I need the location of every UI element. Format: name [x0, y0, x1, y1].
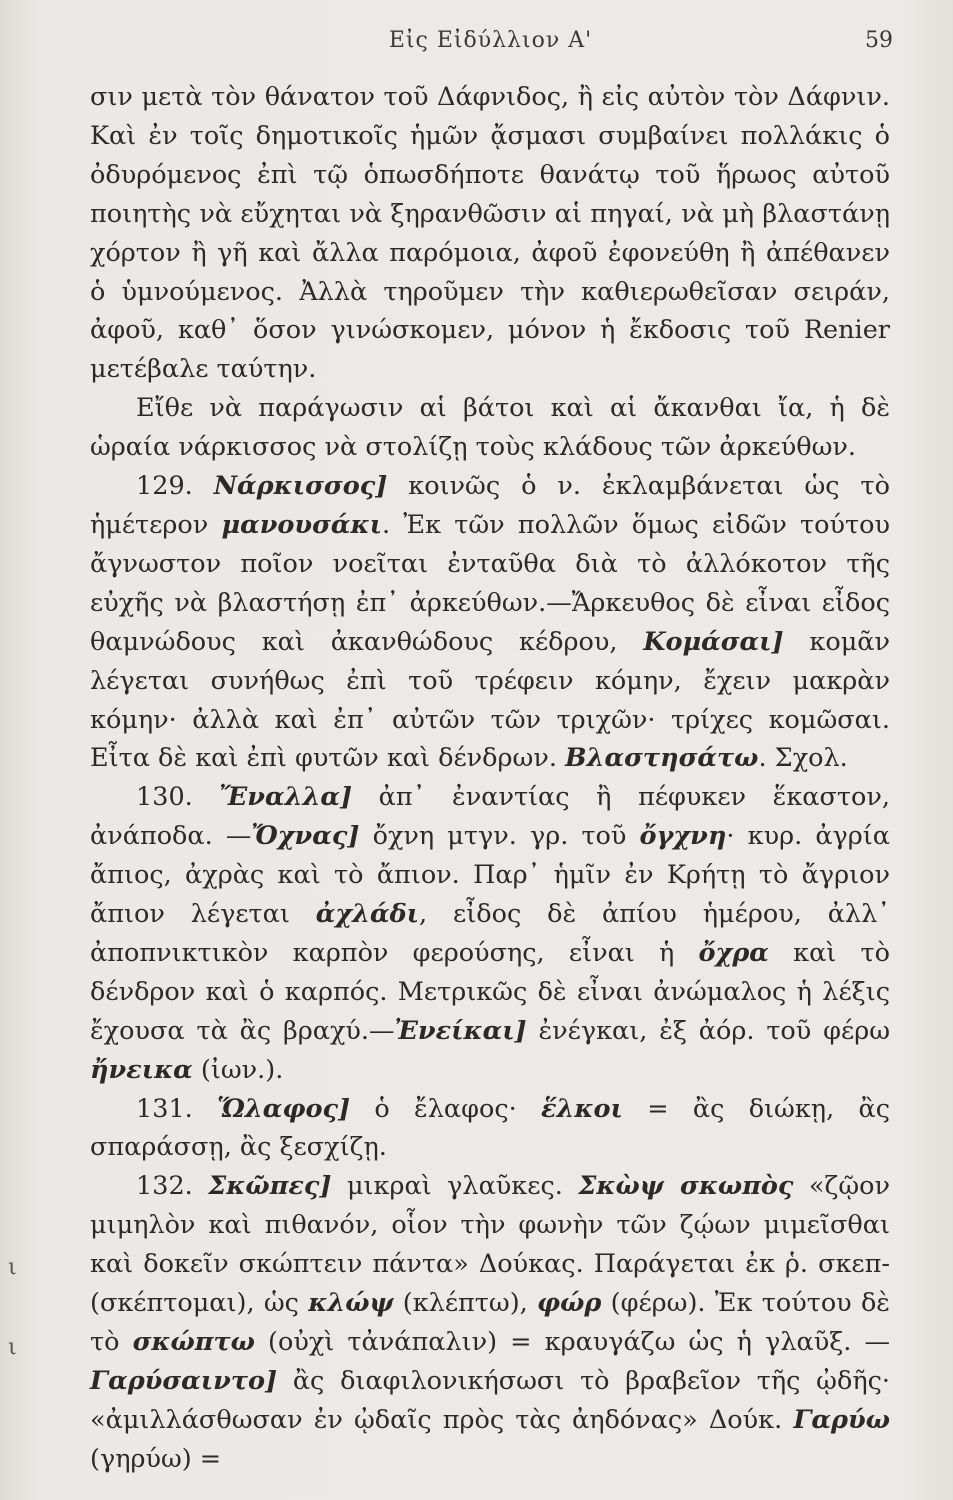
lemma-term: κλώψ	[308, 1288, 394, 1319]
paragraph-text: 132.	[136, 1171, 209, 1202]
margin-mark: ι	[8, 1335, 17, 1360]
lemma-term: ἤνεικα	[90, 1054, 193, 1085]
paragraph-text: 129.	[136, 471, 214, 502]
lemma-term: Ἐνείκαι]	[394, 1015, 527, 1046]
running-head: Εἰς Εἰδύλλιον Α'	[388, 28, 593, 53]
paragraph-text: (κλέπτω),	[393, 1288, 538, 1319]
page-number: 59	[865, 28, 893, 53]
paragraph-text: καὶ τὸ δένδρον καὶ ὁ καρπός. Μετρικῶς δὲ εἶναι ἀνώμαλος ἡ λέξις ἔχουσα τὰ ἂς βραχύ.—	[90, 937, 891, 1046]
commentary-paragraph	[90, 78, 890, 389]
paragraph-text: 131.	[136, 1093, 218, 1124]
lemma-term: Ὥλαφος]	[217, 1093, 351, 1124]
paragraph-text: ὁ ἔλαφος·	[350, 1093, 542, 1124]
lemma-term: Γαρύω	[793, 1404, 890, 1435]
paragraph-text: (οὐχὶ τἀνάπαλιν) = κραυγάζω ὡς ἡ γλαῦξ. —	[254, 1327, 890, 1357]
paragraph-text: ἐνέγκαι, ἐξ ἀόρ. τοῦ φέρω	[526, 1015, 890, 1046]
lemma-term: Γαρύσαιντο]	[90, 1365, 278, 1396]
lemma-term: σκώπτω	[132, 1327, 255, 1357]
lemma-term: Σκὼψ σκωπὸς	[578, 1171, 794, 1202]
paragraph-text: μικραὶ γλαῦκες.	[331, 1171, 579, 1202]
paragraph-text: σιν μετὰ τὸν θάνατον τοῦ Δάφνιδος, ἢ εἰς αὐτὸν τὸν Δάφνιν. Καὶ ἐν τοῖς δημοτικοῖς ἡμῶν ᾄσμασι συμβαίνει πολλάκις ὁ ὀδυρόμενος ἐπὶ τῷ ὁπωσδήποτε θανάτῳ τοῦ ἥρωος αὐτοῦ ποιητὴς νὰ εὔχηται νὰ ξηρανθῶσιν αἱ πηγαί, νὰ μὴ βλαστάνῃ χόρτον ἢ γῆ καὶ ἄλλα παρόμοια, ἀφοῦ ἐφονεύθη ἢ ἀπέθανεν ὁ ὑμνούμενος. Ἀλλὰ τηροῦμεν τὴν καθιερωθεῖσαν σειράν, ἀφοῦ, καθ᾽ ὅσον γινώσκομεν, μόνον ἡ ἔκδοσις τοῦ Renier μετέβαλε ταύτην.	[90, 82, 890, 385]
paragraph-text: (φέρω). Ἐκ τούτου δὲ τὸ	[90, 1288, 890, 1357]
paragraph-text: ἀπ᾽ ἐναντίας ἢ πέφυκεν ἕκαστον, ἀνάποδα. —	[90, 782, 890, 852]
paragraph-text: ἂς διαφιλονικήσωσι τὸ βραβεῖον τῆς ᾠδῆς· «ἀμιλλάσθωσαν ἐν ᾠδαῖς πρὸς τὰς ἀηδόνας» Δούκ.	[90, 1365, 890, 1435]
paragraph-text: κομᾶν λέγεται συνήθως ἐπὶ τοῦ τρέφειν κόμην, ἔχειν μακρὰν κόμην· ἀλλὰ καὶ ἐπ᾽ αὐτῶν τῶν τριχῶν· τρίχες κομῶσαι. Εἶτα δὲ καὶ ἐπὶ φυτῶν καὶ δένδρων.	[90, 626, 890, 774]
paragraph-text: Εἴθε νὰ παράγωσιν αἱ βάτοι καὶ αἱ ἄκανθαι ἴα, ἡ δὲ ὡραία νάρκισσος νὰ στολίζῃ τοὺς κλάδους τῶν ἀρκεύθων.	[90, 393, 890, 463]
lemma-term: ὄχρα	[698, 937, 769, 968]
paragraph-text: = ἂς διώκῃ, ἂς σπαράσσῃ, ἂς ξεσχίζῃ.	[90, 1093, 890, 1163]
commentary-body	[90, 78, 890, 1479]
paragraph-text: (ἰων.).	[192, 1054, 284, 1085]
page-header	[88, 28, 893, 64]
lemma-term: φώρ	[537, 1288, 602, 1319]
paragraph-text: , εἶδος δὲ ἀπίου ἡμέρου, ἀλλ᾽ ἀποπνικτικὸν καρπὸν φερούσης, εἶναι ἡ	[90, 899, 890, 968]
lemma-term: Νάρκισσος]	[213, 471, 388, 502]
paragraph-text: 130.	[136, 782, 220, 813]
lemma-term: μανουσάκι	[221, 509, 382, 540]
margin-mark: ι	[8, 1255, 17, 1280]
lemma-term: ἀχλάδι	[315, 899, 420, 930]
commentary-paragraph	[90, 778, 890, 1089]
lemma-term: ἕλκοι	[541, 1093, 623, 1124]
lemma-term: Ὄχνας]	[251, 821, 360, 852]
lemma-term: Κομάσαι]	[643, 626, 784, 657]
lemma-term: Βλαστησάτω	[565, 743, 759, 774]
paragraph-text: · κυρ. ἀγρία ἄπιος, ἀχρὰς καὶ τὸ ἄπιον. Παρ᾽ ἡμῖν ἐν Κρήτῃ τὸ ἄγριον ἄπιον λέγεται	[90, 821, 890, 930]
paragraph-text: (γηρύω) =	[90, 1443, 222, 1474]
paragraph-text: . Σχολ.	[758, 743, 848, 774]
lemma-term: Ἔναλλα]	[219, 782, 353, 813]
commentary-paragraph	[90, 467, 890, 778]
commentary-paragraph	[90, 1090, 890, 1168]
commentary-paragraph	[90, 1167, 890, 1478]
paragraph-text: «ζῷον μιμηλὸν καὶ πιθανόν, οἷον τὴν φωνὴν τῶν ζῴων μιμεῖσθαι καὶ δοκεῖν σκώπτειν πάντα» Δούκας. Παράγεται ἐκ ῥ. σκεπ- (σκέπτομαι), ὡς	[90, 1171, 890, 1319]
paragraph-text: . Ἐκ τῶν πολλῶν ὅμως εἰδῶν τούτου ἄγνωστον ποῖον νοεῖται ἐνταῦθα διὰ τὸ ἀλλόκοτον τῆς εὐχῆς νὰ βλαστήσῃ ἐπ᾽ ἀρκεύθων.—Ἄρκευθος δὲ εἶναι εἶδος θαμνώδους καὶ ἀκανθώδους κέδρου,	[90, 509, 890, 657]
paragraph-text: κοινῶς ὁ ν. ἐκλαμβάνεται ὡς τὸ ἡμέτερον	[90, 471, 890, 540]
paragraph-text: ὄχνη μτγν. γρ. τοῦ	[359, 821, 640, 852]
lemma-term: ὄγχνη	[639, 821, 727, 852]
commentary-paragraph	[90, 389, 890, 467]
lemma-term: Σκῶπες]	[208, 1171, 332, 1202]
